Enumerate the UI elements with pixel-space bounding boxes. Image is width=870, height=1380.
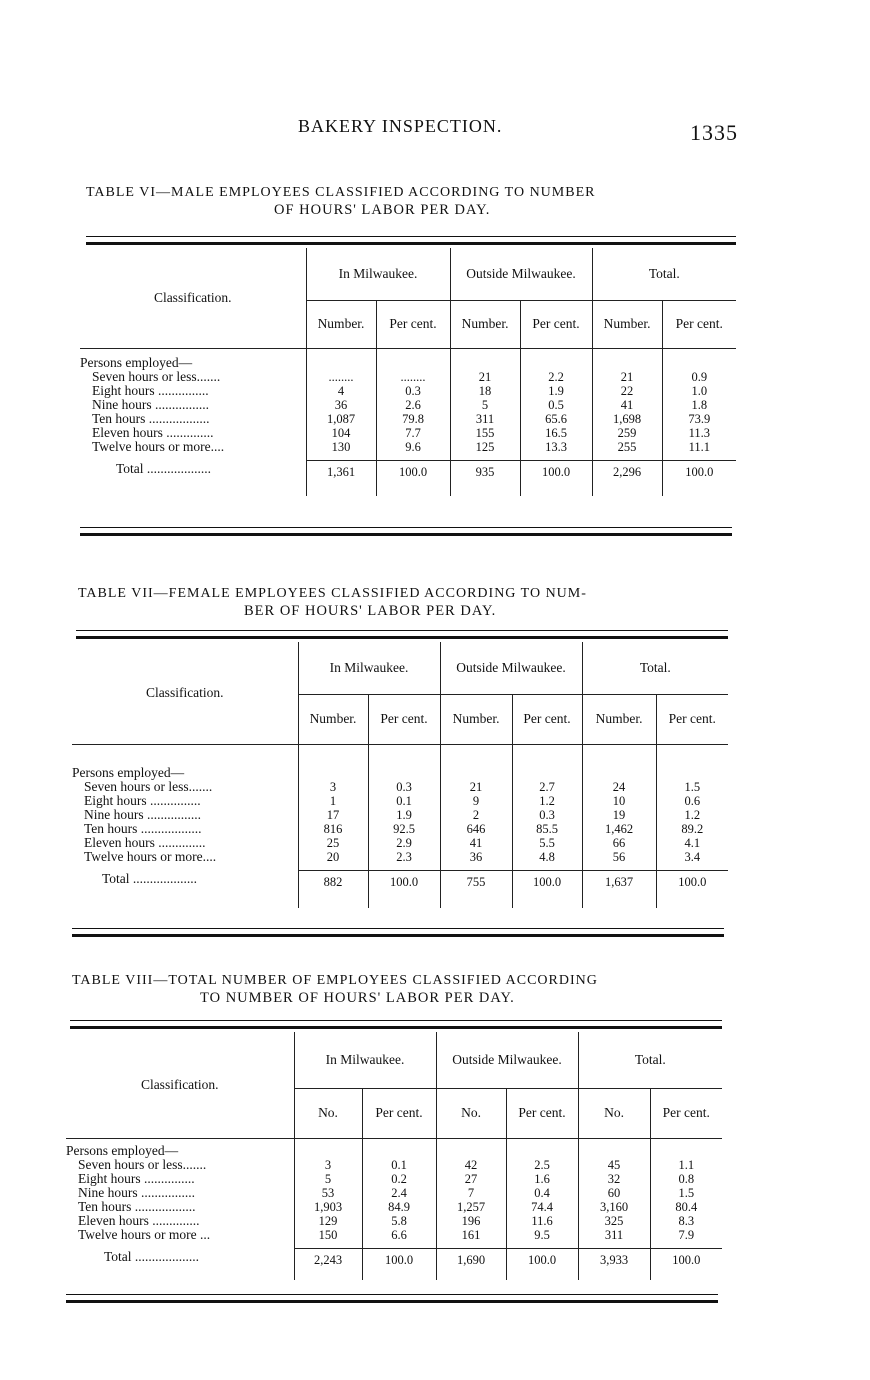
cell: 56 xyxy=(582,850,656,864)
cell: 816 xyxy=(298,822,368,836)
table-row xyxy=(66,1228,722,1242)
cell: 161 xyxy=(436,1228,506,1242)
cell: 65.6 xyxy=(520,412,592,426)
cell: 0.8 xyxy=(650,1172,722,1186)
group-in-milwaukee: In Milwaukee. xyxy=(306,248,450,300)
total-row xyxy=(72,870,728,908)
table-row xyxy=(72,780,728,794)
stub-heading: Persons employed— xyxy=(80,355,193,370)
cell: 0.3 xyxy=(368,780,440,794)
cell: 1,361 xyxy=(306,460,376,496)
cell: 11.3 xyxy=(662,426,736,440)
table-row xyxy=(72,794,728,808)
cell: 0.6 xyxy=(656,794,728,808)
row-label: Ten hours .................. xyxy=(78,1199,196,1214)
cell: 0.1 xyxy=(368,794,440,808)
cell: 100.0 xyxy=(520,460,592,496)
table-vii-top-rule-thin xyxy=(76,630,728,631)
cell: 125 xyxy=(450,440,520,454)
caption-line-2: OF HOURS' LABOR PER DAY. xyxy=(274,202,491,218)
cell: 100.0 xyxy=(656,870,728,908)
sub-header: Per cent. xyxy=(368,694,440,744)
cell: 255 xyxy=(592,440,662,454)
cell: 1.5 xyxy=(656,780,728,794)
cell: 11.6 xyxy=(506,1214,578,1228)
cell: 41 xyxy=(592,398,662,412)
cell: 18 xyxy=(450,384,520,398)
cell: 5 xyxy=(294,1172,362,1186)
cell: 1.6 xyxy=(506,1172,578,1186)
classification-header: Classification. xyxy=(80,248,306,348)
cell: 36 xyxy=(306,398,376,412)
cell: 7.9 xyxy=(650,1228,722,1242)
table-row xyxy=(80,426,736,440)
classification-header: Classification. xyxy=(72,642,298,744)
cell: 41 xyxy=(440,836,512,850)
row-label: Twelve hours or more.... xyxy=(84,849,217,864)
group-outside-milwaukee: Outside Milwaukee. xyxy=(436,1032,578,1088)
caption-line-1: TABLE VII—FEMALE EMPLOYEES CLASSIFIED ACCORDING TO NUM- xyxy=(78,586,587,601)
sub-header: Number. xyxy=(306,300,376,348)
cell: 74.4 xyxy=(506,1200,578,1214)
table-vii-bottom-rule-thin xyxy=(72,928,724,929)
cell: 1,257 xyxy=(436,1200,506,1214)
cell: 150 xyxy=(294,1228,362,1242)
cell: 755 xyxy=(440,870,512,908)
sub-header: Per cent. xyxy=(656,694,728,744)
sub-header: Per cent. xyxy=(362,1088,436,1138)
table-viii-bottom-rule xyxy=(66,1300,718,1303)
group-outside-milwaukee: Outside Milwaukee. xyxy=(440,642,582,694)
cell: 3.4 xyxy=(656,850,728,864)
sub-header: Per cent. xyxy=(506,1088,578,1138)
group-total: Total. xyxy=(592,248,736,300)
total-row xyxy=(66,1248,722,1280)
table-viii-bottom-rule-thin xyxy=(66,1294,718,1295)
cell: 7.7 xyxy=(376,426,450,440)
table-row xyxy=(66,1172,722,1186)
cell: 2.4 xyxy=(362,1186,436,1200)
caption-line-2: BER OF HOURS' LABOR PER DAY. xyxy=(244,603,497,619)
row-label: Eight hours ............... xyxy=(84,793,201,808)
sub-header: Per cent. xyxy=(650,1088,722,1138)
table-vii-bottom-rule xyxy=(72,934,724,937)
table-vi-top-rule-thin xyxy=(86,236,736,237)
cell: 20 xyxy=(298,850,368,864)
cell: 646 xyxy=(440,822,512,836)
cell: 8.3 xyxy=(650,1214,722,1228)
cell: 25 xyxy=(298,836,368,850)
table-row xyxy=(66,1186,722,1200)
table-vi-top-rule xyxy=(86,242,736,245)
cell: 13.3 xyxy=(520,440,592,454)
table-row xyxy=(72,850,728,864)
cell: 11.1 xyxy=(662,440,736,454)
cell: 1,690 xyxy=(436,1248,506,1280)
table-row xyxy=(80,370,736,384)
total-label: Total ................... xyxy=(102,871,198,886)
table-row xyxy=(80,384,736,398)
classification-header: Classification. xyxy=(66,1032,294,1138)
table-row xyxy=(72,822,728,836)
row-label: Ten hours .................. xyxy=(92,411,210,426)
cell: 2 xyxy=(440,808,512,822)
cell: 1,698 xyxy=(592,412,662,426)
cell: 1.9 xyxy=(520,384,592,398)
cell: 1.2 xyxy=(656,808,728,822)
cell: 2.3 xyxy=(368,850,440,864)
total-row xyxy=(80,460,736,496)
cell: 21 xyxy=(440,780,512,794)
cell: 5.8 xyxy=(362,1214,436,1228)
running-title: BAKERY INSPECTION. xyxy=(298,116,503,136)
sub-header: Per cent. xyxy=(512,694,582,744)
cell: 4 xyxy=(306,384,376,398)
sub-header: Number. xyxy=(450,300,520,348)
sub-header: Number. xyxy=(592,300,662,348)
cell: 100.0 xyxy=(506,1248,578,1280)
cell: 92.5 xyxy=(368,822,440,836)
group-total: Total. xyxy=(578,1032,722,1088)
cell: ........ xyxy=(376,370,450,384)
cell: 155 xyxy=(450,426,520,440)
cell: 6.6 xyxy=(362,1228,436,1242)
cell: 2,296 xyxy=(592,460,662,496)
cell: 4.8 xyxy=(512,850,582,864)
cell: 22 xyxy=(592,384,662,398)
group-outside-milwaukee: Outside Milwaukee. xyxy=(450,248,592,300)
table-row xyxy=(80,412,736,426)
cell: 9.5 xyxy=(506,1228,578,1242)
cell: 0.9 xyxy=(662,370,736,384)
table-row xyxy=(72,836,728,850)
group-in-milwaukee: In Milwaukee. xyxy=(294,1032,436,1088)
cell: 100.0 xyxy=(376,460,450,496)
cell: 130 xyxy=(306,440,376,454)
cell: 3 xyxy=(298,780,368,794)
table-vi-bottom-rule xyxy=(80,533,732,536)
cell: 45 xyxy=(578,1158,650,1172)
stub-heading: Persons employed— xyxy=(66,1143,179,1158)
cell: 4.1 xyxy=(656,836,728,850)
row-label: Seven hours or less....... xyxy=(92,369,221,384)
total-label: Total ................... xyxy=(104,1249,200,1264)
cell: 10 xyxy=(582,794,656,808)
cell: 2.7 xyxy=(512,780,582,794)
sub-header: Per cent. xyxy=(520,300,592,348)
table-row xyxy=(80,440,736,454)
cell: 325 xyxy=(578,1214,650,1228)
cell: 3 xyxy=(294,1158,362,1172)
cell: 80.4 xyxy=(650,1200,722,1214)
row-label: Nine hours ................ xyxy=(84,807,201,822)
cell: 84.9 xyxy=(362,1200,436,1214)
cell: 1,087 xyxy=(306,412,376,426)
sub-header: Number. xyxy=(582,694,656,744)
cell: 42 xyxy=(436,1158,506,1172)
cell: 66 xyxy=(582,836,656,850)
cell: 3,160 xyxy=(578,1200,650,1214)
total-label: Total ................... xyxy=(116,461,212,476)
row-label: Ten hours .................. xyxy=(84,821,202,836)
page-number: 1335 xyxy=(690,120,738,145)
cell: 100.0 xyxy=(662,460,736,496)
row-label: Nine hours ................ xyxy=(78,1185,195,1200)
cell: 16.5 xyxy=(520,426,592,440)
cell: 32 xyxy=(578,1172,650,1186)
row-label: Eight hours ............... xyxy=(78,1171,195,1186)
cell: 89.2 xyxy=(656,822,728,836)
cell: 0.3 xyxy=(376,384,450,398)
cell: 73.9 xyxy=(662,412,736,426)
sub-header: Number. xyxy=(440,694,512,744)
stub-heading: Persons employed— xyxy=(72,765,185,780)
cell: 100.0 xyxy=(362,1248,436,1280)
cell: 2.6 xyxy=(376,398,450,412)
cell: 21 xyxy=(592,370,662,384)
cell: 100.0 xyxy=(512,870,582,908)
cell: 1.8 xyxy=(662,398,736,412)
cell: 5.5 xyxy=(512,836,582,850)
cell: 196 xyxy=(436,1214,506,1228)
row-label: Seven hours or less....... xyxy=(78,1157,207,1172)
sub-header: No. xyxy=(294,1088,362,1138)
table-vii xyxy=(72,642,728,908)
table-row xyxy=(72,808,728,822)
group-total: Total. xyxy=(582,642,728,694)
caption-line-2: TO NUMBER OF HOURS' LABOR PER DAY. xyxy=(200,990,515,1006)
cell: 311 xyxy=(578,1228,650,1242)
cell: 2.2 xyxy=(520,370,592,384)
cell: 7 xyxy=(436,1186,506,1200)
caption-line-1: TABLE VIII—TOTAL NUMBER OF EMPLOYEES CLASSIFIED ACCORDING xyxy=(72,973,598,988)
cell: 17 xyxy=(298,808,368,822)
cell: 27 xyxy=(436,1172,506,1186)
sub-header: No. xyxy=(436,1088,506,1138)
table-row xyxy=(80,398,736,412)
row-label: Nine hours ................ xyxy=(92,397,209,412)
cell: 259 xyxy=(592,426,662,440)
row-label: Twelve hours or more ... xyxy=(78,1227,211,1242)
sub-header: No. xyxy=(578,1088,650,1138)
cell: 100.0 xyxy=(368,870,440,908)
cell: 60 xyxy=(578,1186,650,1200)
table-viii-top-rule-thin xyxy=(70,1020,722,1021)
cell: 129 xyxy=(294,1214,362,1228)
cell: 0.4 xyxy=(506,1186,578,1200)
table-vi xyxy=(80,248,736,496)
table-row xyxy=(66,1214,722,1228)
cell: 3,933 xyxy=(578,1248,650,1280)
caption-line-1: TABLE VI—MALE EMPLOYEES CLASSIFIED ACCORDING TO NUMBER xyxy=(86,185,596,200)
cell: 9 xyxy=(440,794,512,808)
cell: 0.2 xyxy=(362,1172,436,1186)
row-label: Eleven hours .............. xyxy=(78,1213,200,1228)
cell: 935 xyxy=(450,460,520,496)
row-label: Eleven hours .............. xyxy=(84,835,206,850)
cell: 24 xyxy=(582,780,656,794)
table-row xyxy=(66,1200,722,1214)
cell: 0.1 xyxy=(362,1158,436,1172)
cell: 882 xyxy=(298,870,368,908)
sub-header: Number. xyxy=(298,694,368,744)
cell: 1,462 xyxy=(582,822,656,836)
sub-header: Per cent. xyxy=(376,300,450,348)
table-vi-bottom-rule-thin xyxy=(80,527,732,528)
cell: ........ xyxy=(306,370,376,384)
cell: 9.6 xyxy=(376,440,450,454)
cell: 36 xyxy=(440,850,512,864)
group-in-milwaukee: In Milwaukee. xyxy=(298,642,440,694)
table-vii-top-rule xyxy=(76,636,728,639)
cell: 79.8 xyxy=(376,412,450,426)
table-viii-top-rule xyxy=(70,1026,722,1029)
cell: 1 xyxy=(298,794,368,808)
cell: 1,903 xyxy=(294,1200,362,1214)
row-label: Eleven hours .............. xyxy=(92,425,214,440)
cell: 2.5 xyxy=(506,1158,578,1172)
cell: 53 xyxy=(294,1186,362,1200)
table-viii xyxy=(66,1032,722,1280)
cell: 2,243 xyxy=(294,1248,362,1280)
cell: 85.5 xyxy=(512,822,582,836)
row-label: Seven hours or less....... xyxy=(84,779,213,794)
cell: 1.5 xyxy=(650,1186,722,1200)
cell: 1.2 xyxy=(512,794,582,808)
cell: 104 xyxy=(306,426,376,440)
cell: 1.1 xyxy=(650,1158,722,1172)
cell: 19 xyxy=(582,808,656,822)
row-label: Twelve hours or more.... xyxy=(92,439,225,454)
cell: 1.0 xyxy=(662,384,736,398)
cell: 0.3 xyxy=(512,808,582,822)
table-row xyxy=(66,1158,722,1172)
row-label: Eight hours ............... xyxy=(92,383,209,398)
cell: 21 xyxy=(450,370,520,384)
cell: 2.9 xyxy=(368,836,440,850)
cell: 5 xyxy=(450,398,520,412)
cell: 1.9 xyxy=(368,808,440,822)
cell: 1,637 xyxy=(582,870,656,908)
cell: 0.5 xyxy=(520,398,592,412)
cell: 311 xyxy=(450,412,520,426)
cell: 100.0 xyxy=(650,1248,722,1280)
sub-header: Per cent. xyxy=(662,300,736,348)
